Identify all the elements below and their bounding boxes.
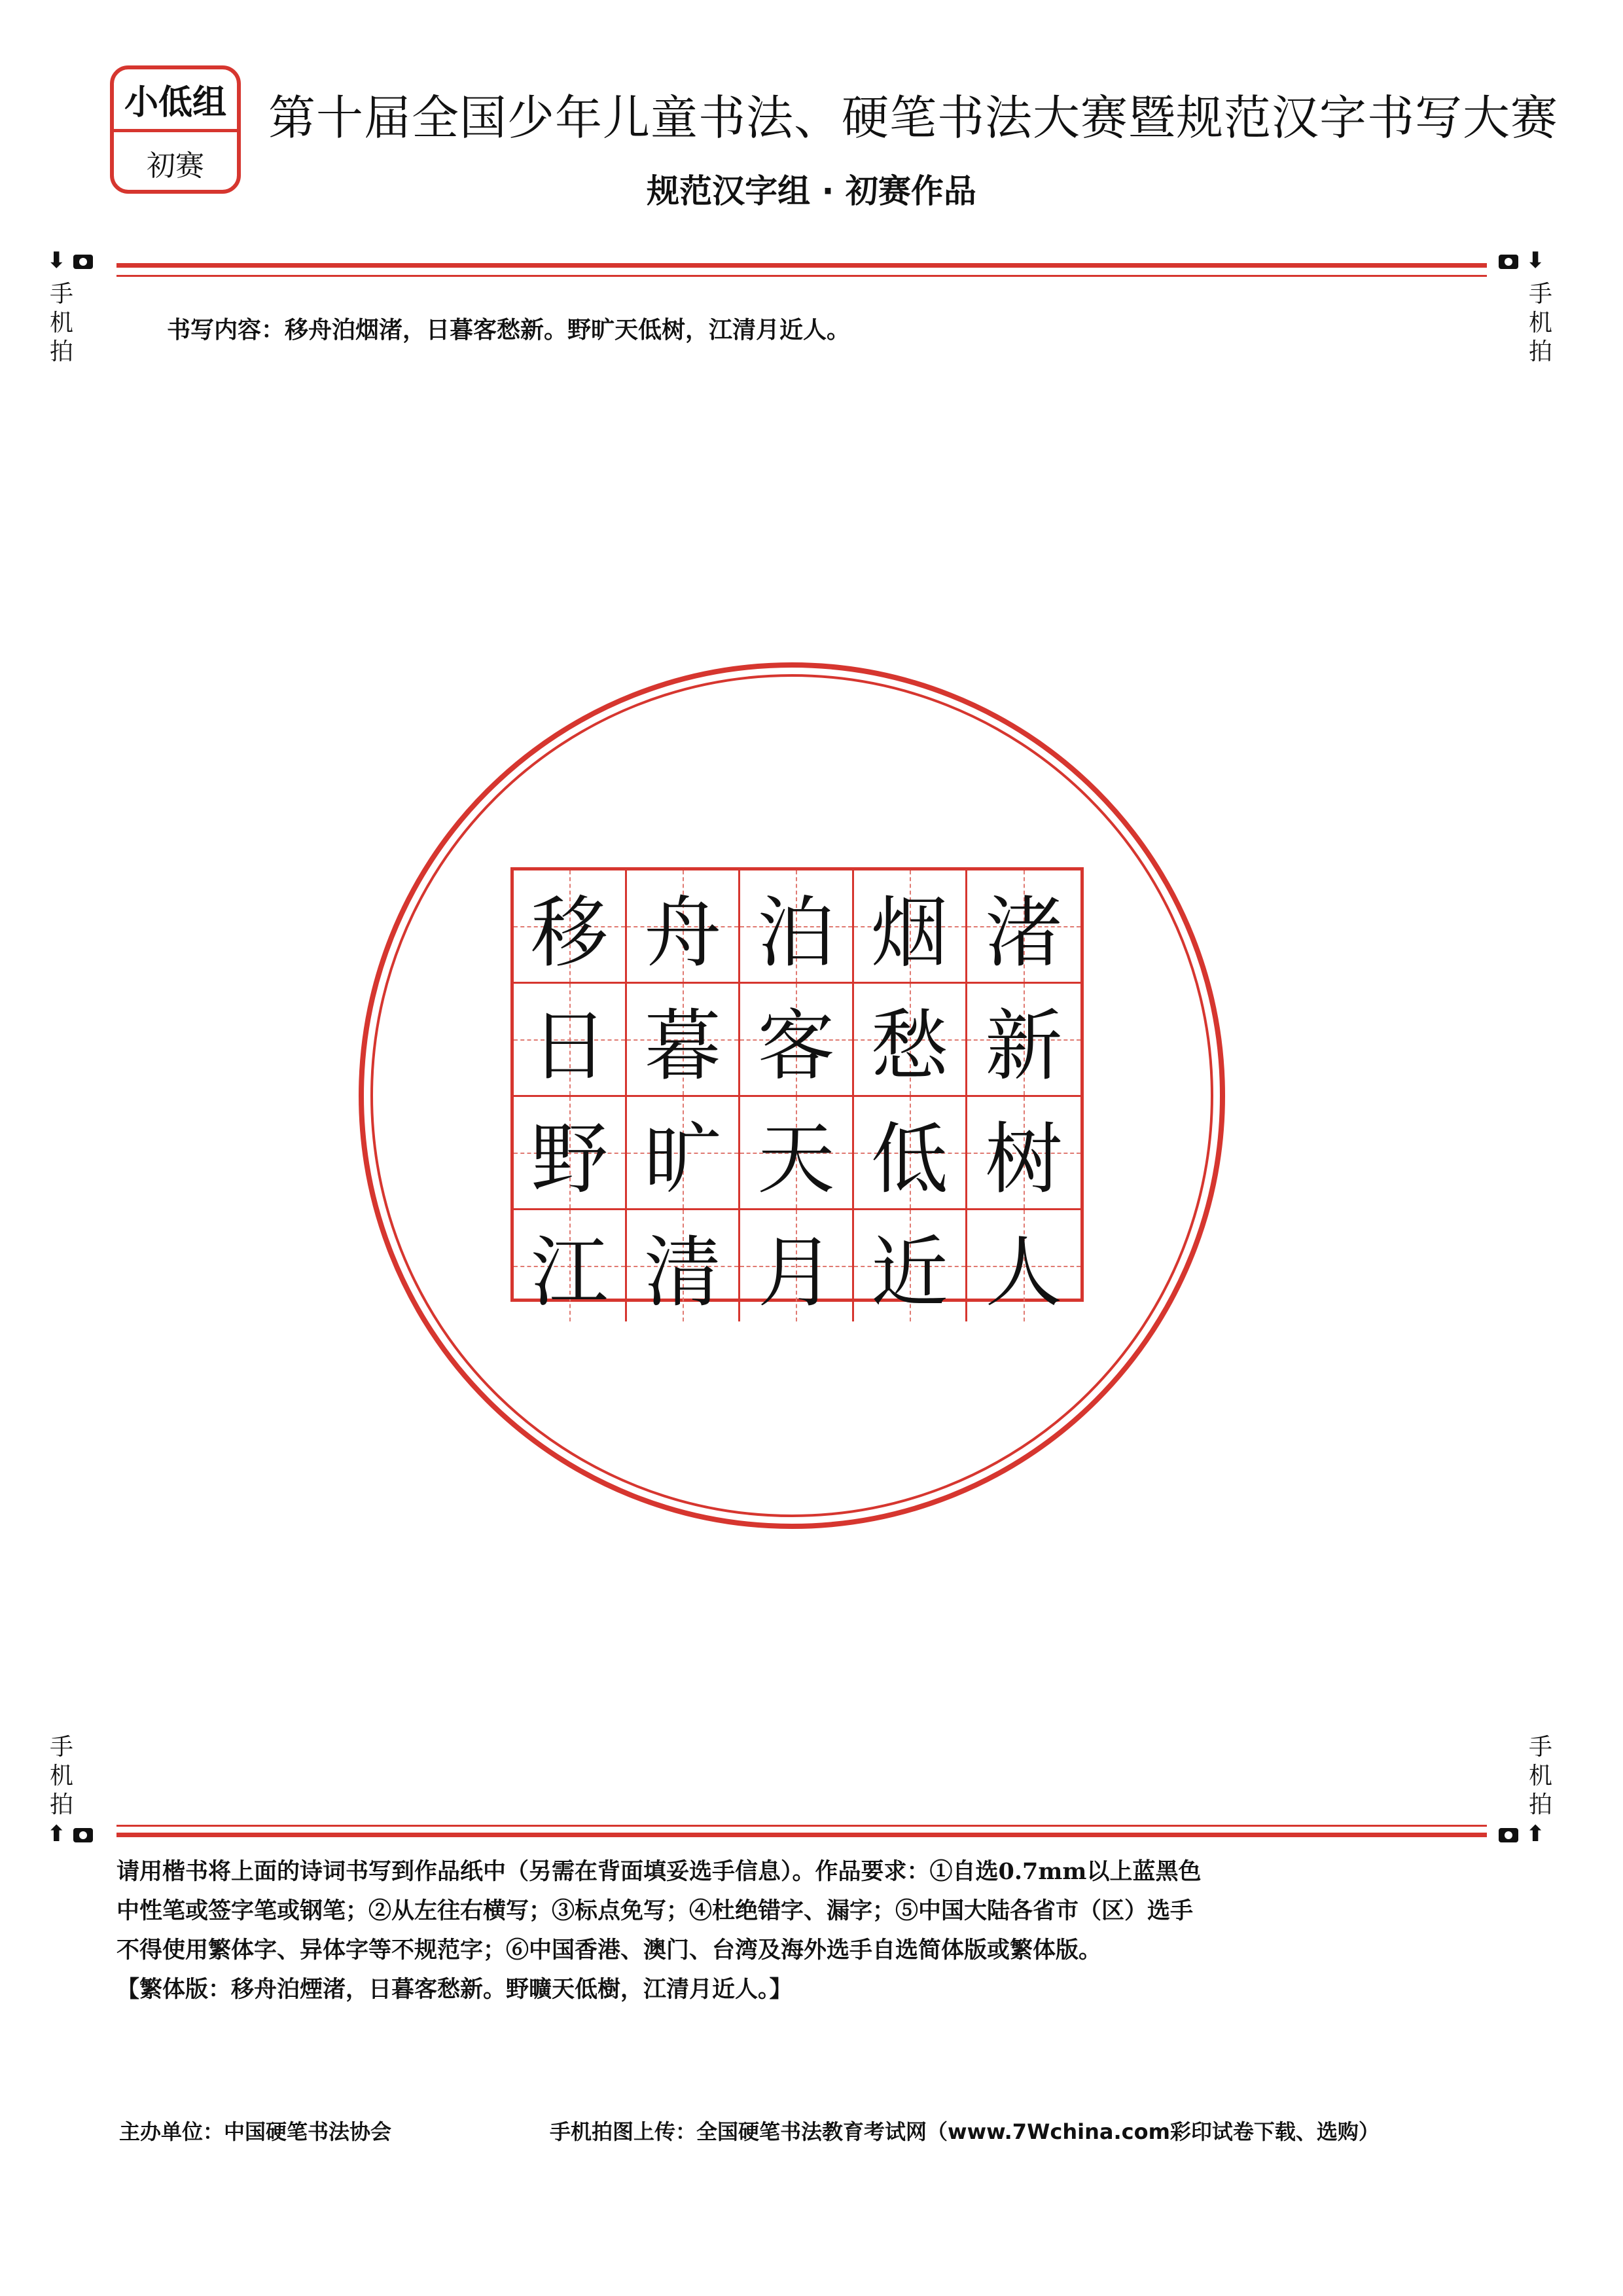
- grid-character: 旷: [644, 1114, 722, 1204]
- grid-character: 日: [531, 1001, 609, 1091]
- grid-character: 江: [531, 1227, 609, 1318]
- bottom-rule-thick: [116, 1833, 1487, 1837]
- top-right-marker: [1499, 247, 1544, 274]
- grid-cell: [967, 1097, 1080, 1210]
- grid-cell: [967, 1210, 1080, 1321]
- grid-character: 天: [757, 1114, 835, 1204]
- grid-cell: [740, 870, 853, 984]
- writing-grid: [510, 867, 1084, 1318]
- top-right-photo-label: 手机拍: [1528, 281, 1552, 365]
- top-rule-thick: [116, 263, 1487, 268]
- arrow-down-icon: ⬇: [47, 247, 66, 274]
- grid-character: 清: [644, 1227, 722, 1318]
- grid-character: 愁: [870, 1001, 948, 1091]
- grid-character: 近: [870, 1227, 948, 1318]
- instruction-line: 不得使用繁体字、异体字等不规范字；⑥中国香港、澳门、台湾及海外选手自选简体版或繁体版。: [116, 1937, 1102, 1964]
- instruction-line: 中性笔或签字笔或钢笔；②从左往右横写；③标点免写；④杜绝错字、漏字；⑤中国大陆各省市（区）选手: [116, 1897, 1194, 1924]
- arrow-up-icon: ⬆: [47, 1821, 66, 1847]
- organizer-text: 主办单位：中国硬笔书法协会: [119, 2119, 392, 2144]
- bottom-rule-thin: [116, 1825, 1487, 1827]
- grid-character: 烟: [870, 888, 948, 978]
- grid-character: 暮: [644, 1001, 722, 1091]
- grid-character: 低: [870, 1114, 948, 1204]
- bottom-right-photo-label: 手机拍: [1528, 1734, 1552, 1818]
- grid-cell: [854, 1097, 967, 1210]
- grid-cell: [627, 1210, 740, 1321]
- top-left-photo-label: 手机拍: [49, 281, 73, 365]
- grid-cell: [514, 1210, 627, 1321]
- bottom-right-marker: [1499, 1821, 1544, 1847]
- grid-character: 野: [531, 1114, 609, 1204]
- grid-character: 泊: [757, 888, 835, 978]
- page-title: 第十届全国少年儿童书法、硬笔书法大赛暨规范汉字书写大赛: [268, 90, 1559, 145]
- grid-cell: [514, 870, 627, 984]
- grid-character: 移: [531, 888, 609, 978]
- upload-text: 手机拍图上传：全国硬笔书法教育考试网（www.7Wchina.com彩印试卷下载、选购）: [550, 2119, 1380, 2144]
- grid-cell: [854, 984, 967, 1097]
- bottom-left-marker: [47, 1821, 93, 1847]
- grid-cell: [967, 870, 1080, 984]
- grid-cell: [740, 984, 853, 1097]
- grid-cell: [514, 1097, 627, 1210]
- top-rule-thin: [116, 275, 1487, 277]
- grid-cell: [627, 984, 740, 1097]
- grid-character: 月: [757, 1227, 835, 1318]
- instruction-line: 请用楷书将上面的诗词书写到作品纸中（另需在背面填妥选手信息）。作品要求：①自选0.7mm以上蓝黑色: [116, 1858, 1202, 1885]
- bottom-left-photo-label: 手机拍: [49, 1734, 73, 1818]
- badge-group-label: 小低组: [114, 69, 237, 132]
- grid-character: 舟: [644, 888, 722, 978]
- grid-cell: [740, 1097, 853, 1210]
- page-subtitle: 规范汉字组 · 初赛作品: [647, 172, 976, 210]
- camera-icon: [73, 255, 93, 269]
- traditional-version-line: 【繁体版：移舟泊煙渚，日暮客愁新。野曠天低樹，江清月近人。】: [116, 1976, 793, 2003]
- grid-cell: [514, 984, 627, 1097]
- camera-icon: [73, 1828, 93, 1842]
- grid-character: 客: [757, 1001, 835, 1091]
- camera-icon: [1499, 1828, 1518, 1842]
- grid-cell: [967, 984, 1080, 1097]
- badge-round-label: 初赛: [147, 149, 204, 183]
- grid-cell: [627, 870, 740, 984]
- grid-character: 树: [985, 1114, 1063, 1204]
- arrow-down-icon: ⬇: [1525, 247, 1545, 274]
- grid-character: 渚: [985, 888, 1063, 978]
- grid-cell: [627, 1097, 740, 1210]
- writing-content-line: 书写内容：移舟泊烟渚，日暮客愁新。野旷天低树，江清月近人。: [167, 316, 851, 344]
- arrow-up-icon: ⬆: [1525, 1821, 1545, 1847]
- grid-character: 人: [985, 1227, 1063, 1318]
- grid-cell: [854, 1210, 967, 1321]
- grid-character: 新: [985, 1001, 1063, 1091]
- grid-cell: [854, 870, 967, 984]
- grid-cell: [740, 1210, 853, 1321]
- instructions: [116, 1852, 1510, 2009]
- camera-icon: [1499, 255, 1518, 269]
- top-left-marker: [47, 247, 93, 274]
